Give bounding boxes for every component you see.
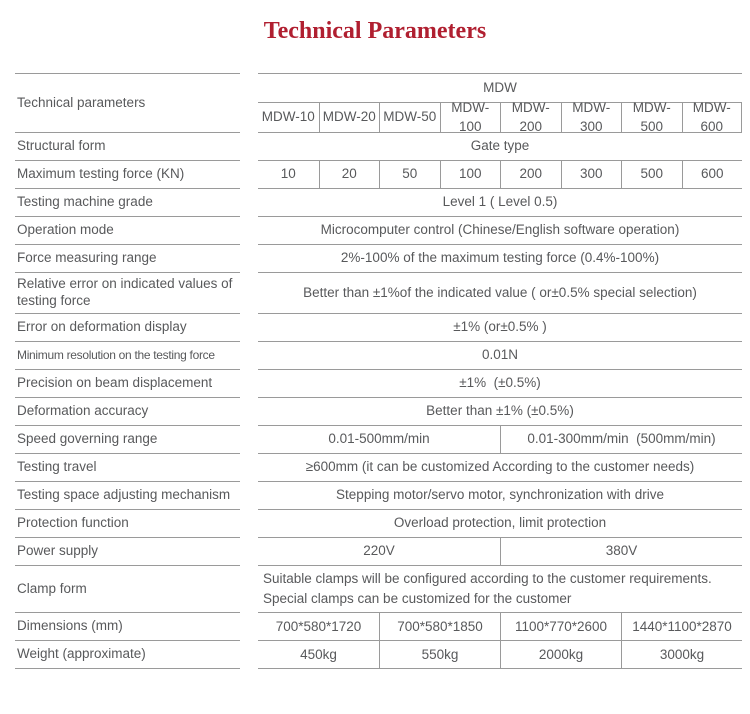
row-label: Maximum testing force (KN) [15,161,240,189]
value-cell: 220V [258,538,500,566]
row-label: Speed governing range [15,426,240,454]
model-header: MDW-200 [500,103,561,133]
model-header: MDW-10 [258,103,319,133]
model-header: MDW-300 [561,103,622,133]
value-cell: Gate type [258,133,742,161]
technical-parameters-table [15,73,742,669]
value-cell: 2%-100% of the maximum testing force (0.4%-100%) [258,245,742,273]
value-cell: 1100*770*2600 [500,613,621,641]
row-label: Weight (approximate) [15,641,240,669]
row-label: Testing space adjusting mechanism [15,482,240,510]
row-label: Power supply [15,538,240,566]
model-header: MDW-20 [319,103,380,133]
value-cell: 100 [440,161,501,189]
value-cell: 550kg [379,641,500,669]
row-label: Testing travel [15,454,240,482]
row-label: Error on deformation display [15,314,240,342]
value-cell: Better than ±1% (±0.5%) [258,398,742,426]
value-cell: 10 [258,161,319,189]
model-header: MDW-600 [682,103,743,133]
spec-sheet-page [0,16,750,669]
series-group-header: MDW [258,73,742,103]
row-label: Dimensions (mm) [15,613,240,641]
row-label: Minimum resolution on the testing force [15,342,240,370]
value-cell: Better than ±1%of the indicated value ( or±0.5% special selection) [258,273,742,314]
row-label: Structural form [15,133,240,161]
value-cell: Suitable clamps will be configured according to the customer requirements. Special clamps can be customized for the customer [258,566,742,614]
row-label: Clamp form [15,566,240,614]
row-label: Relative error on indicated values of testing force [15,273,240,314]
value-cell: Stepping motor/servo motor, synchronization with drive [258,482,742,510]
value-cell: 380V [500,538,742,566]
model-header: MDW-50 [379,103,440,133]
value-cell: 0.01-500mm/min [258,426,500,454]
model-header: MDW-500 [621,103,682,133]
model-header: MDW-100 [440,103,501,133]
row-label: Operation mode [15,217,240,245]
value-cell: ±1% (or±0.5% ) [258,314,742,342]
row-label: Force measuring range [15,245,240,273]
row-label: Precision on beam displacement [15,370,240,398]
value-cell: 450kg [258,641,379,669]
page-title: Technical Parameters [263,18,487,44]
value-cell: Overload protection, limit protection [258,510,742,538]
value-cell: 300 [561,161,622,189]
value-cell: 20 [319,161,380,189]
value-cell: 2000kg [500,641,621,669]
value-cell: 700*580*1720 [258,613,379,641]
row-label: Testing machine grade [15,189,240,217]
value-cell: 600 [682,161,743,189]
value-cell: 0.01N [258,342,742,370]
value-cell: 500 [621,161,682,189]
value-cell: 700*580*1850 [379,613,500,641]
row-label: Deformation accuracy [15,398,240,426]
value-cell: 50 [379,161,440,189]
value-cell: 1440*1100*2870 [621,613,742,641]
corner-label: Technical parameters [15,73,240,133]
value-cell: Microcomputer control (Chinese/English software operation) [258,217,742,245]
value-cell: ±1% (±0.5%) [258,370,742,398]
value-cell: 200 [500,161,561,189]
row-label: Protection function [15,510,240,538]
value-cell: 0.01-300mm/min (500mm/min) [500,426,742,454]
value-cell: 3000kg [621,641,742,669]
value-cell: Level 1 ( Level 0.5) [258,189,742,217]
value-cell: ≥600mm (it can be customized According to the customer needs) [258,454,742,482]
